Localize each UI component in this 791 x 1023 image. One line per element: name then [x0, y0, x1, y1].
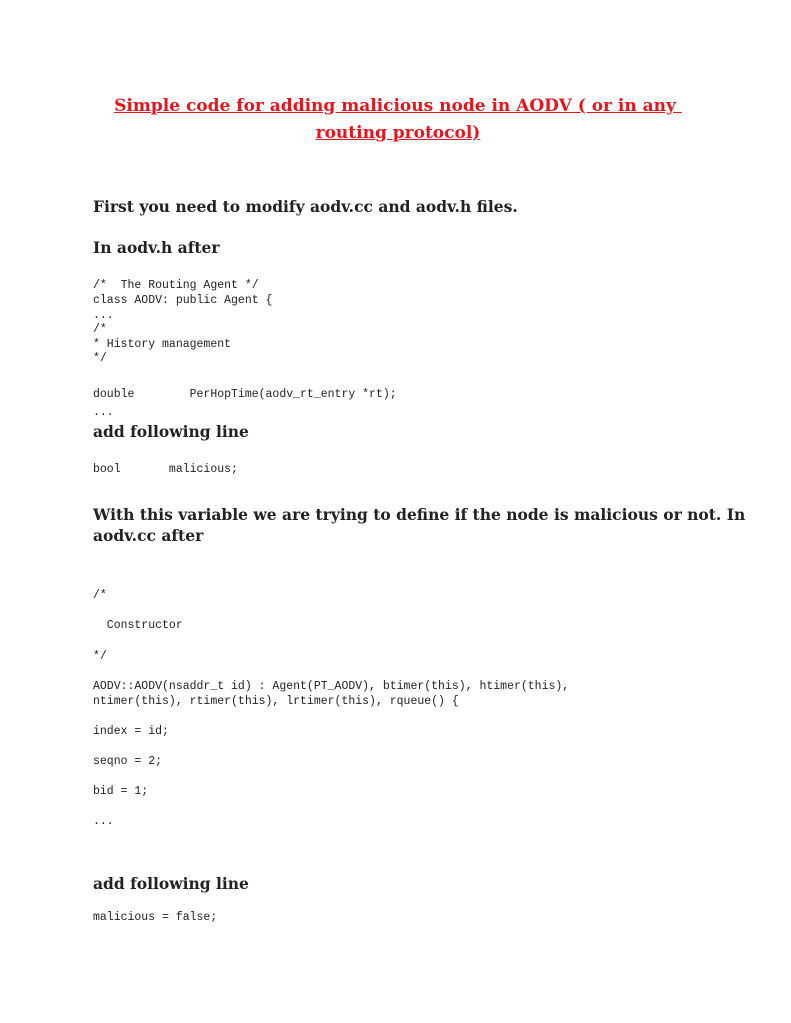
code-line-index: index = id;	[93, 725, 169, 738]
code-line-perhoptime: double PerHopTime(aodv_rt_entry *rt);	[93, 388, 397, 401]
code-line-ellipsis-3: ...	[93, 815, 114, 828]
add-following-line-heading-1: add following line	[93, 422, 249, 441]
document-title-line-2: routing protocol)	[315, 123, 481, 143]
code-line-class-decl: class AODV: public Agent {	[93, 294, 273, 307]
code-line-ellipsis-2: ...	[93, 406, 114, 419]
code-line-comment-open: /*	[93, 323, 107, 336]
code-line-comment-close: */	[93, 352, 107, 365]
code-line-cc-comment-open: /*	[93, 589, 107, 602]
code-line-routing-agent-comment: /* The Routing Agent */	[93, 279, 259, 292]
code-line-cc-comment-close: */	[93, 650, 107, 663]
code-line-constructor-signature-1: AODV::AODV(nsaddr_t id) : Agent(PT_AODV), btimer(this), htimer(this),	[93, 680, 570, 693]
code-line-constructor: Constructor	[93, 619, 183, 632]
code-line-seqno: seqno = 2;	[93, 755, 163, 768]
add-following-line-heading-2: add following line	[93, 874, 249, 893]
code-line-bid: bid = 1;	[93, 785, 149, 798]
explanation-line-2: aodv.cc after	[93, 526, 204, 545]
explanation-line-1: With this variable we are trying to define if the node is malicious or not. In	[93, 505, 746, 524]
document-title-line-1: Simple code for adding malicious node in AODV ( or in any	[114, 96, 682, 116]
code-line-constructor-signature-2: ntimer(this), rtimer(this), lrtimer(this), rqueue() {	[93, 695, 459, 708]
intro-paragraph: First you need to modify aodv.cc and aodv.h files.	[93, 197, 518, 216]
code-line-malicious-false: malicious = false;	[93, 911, 218, 924]
code-line-history-management: * History management	[93, 338, 232, 351]
code-line-ellipsis: ...	[93, 309, 114, 322]
code-line-bool-malicious: bool malicious;	[93, 463, 238, 476]
section-heading-aodv-h: In aodv.h after	[93, 238, 220, 257]
